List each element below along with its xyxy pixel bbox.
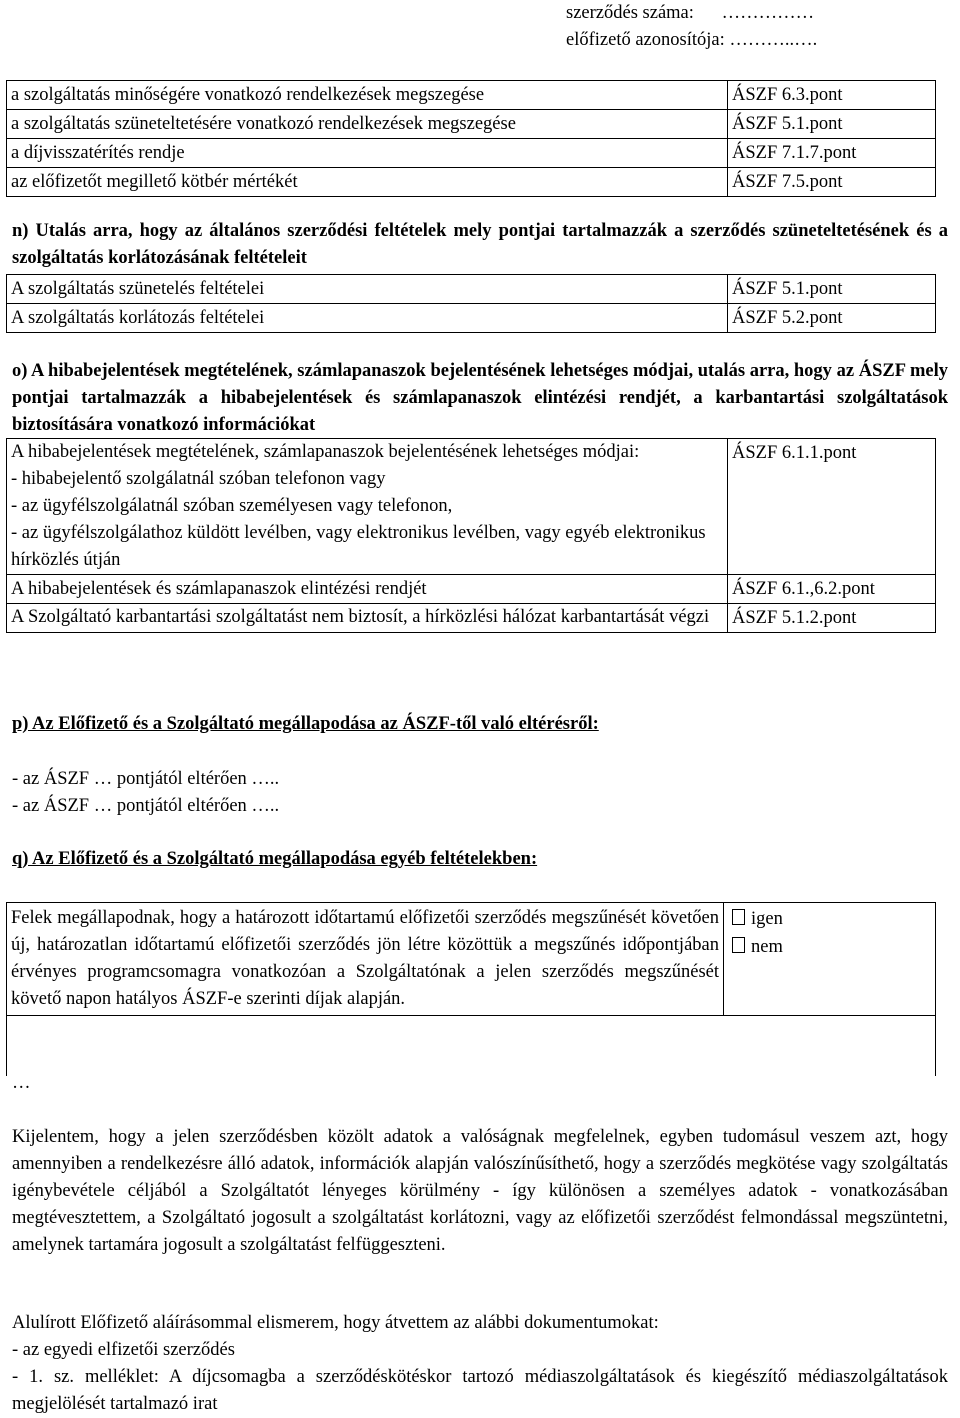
table-cell: A Szolgáltató karbantartási szolgáltatást nem biztosít, a hírközlési hálózat karbantartását végzi [7, 604, 728, 633]
table-row [7, 903, 936, 1016]
table-cell-ref: ÁSZF 6.1.1.pont [728, 439, 936, 575]
table-cell-ref: ÁSZF 6.1.,6.2.pont [728, 575, 936, 604]
table-row [7, 604, 936, 633]
section-q-heading: q) Az Előfizető és a Szolgáltató megállapodása egyéb feltételekben: [12, 849, 538, 869]
table-cell-ref: ÁSZF 6.3.pont [728, 81, 936, 110]
table-cell-ref: ÁSZF 5.1.pont [728, 110, 936, 139]
subscriber-id-label: előfizető azonosítója: [566, 30, 725, 50]
list-item: - az ügyfélszolgálatnál szóban személyesen vagy telefonon, [11, 496, 453, 516]
table-row [7, 168, 936, 197]
option-no[interactable] [732, 933, 931, 961]
subscriber-id-line [566, 27, 817, 54]
list-item: - hibabejelentő szolgálatnál szóban telefonon vagy [11, 469, 386, 489]
option-no-label: nem [751, 937, 783, 957]
section-o-table [6, 438, 936, 633]
table-cell-ref: ÁSZF 7.5.pont [728, 168, 936, 197]
table-row [7, 304, 936, 333]
table-cell-ref: ÁSZF 5.2.pont [728, 304, 936, 333]
table-cell: A hibabejelentések és számlapanaszok elintézési rendjét [7, 575, 728, 604]
declaration-paragraph: Kijelentem, hogy a jelen szerződésben közölt adatok a valóságnak megfelelnek, egyben tudomásul veszem azt, hogy amennyiben a rendelkezésre álló adatok, információk alapján valószínűsíthető, hogy a szerződés megkötése vagy szolgáltatás igénybevétele céljából a Szolgáltatót lényeges körülmény - így különösen a személyes adatok - vonatkozásában megtévesztettem, a Szolgáltató jogosult a szolgáltatást korlátozni, vagy az előfizetői szerződést felmondással megszüntetni, amelynek tartamára jogosult a szolgáltatást felfüggeszteni. [12, 1127, 948, 1255]
table-row [7, 575, 936, 604]
contract-number-line [566, 0, 817, 27]
checkbox-no[interactable] [732, 937, 745, 953]
ellipsis-cell [7, 1016, 936, 1077]
section-q-ellipsis: … [12, 1073, 31, 1093]
table-row [7, 139, 936, 168]
contract-number-label: szerződés száma: [566, 3, 694, 23]
table-cell [7, 439, 728, 575]
table-cell: a díjvisszatérítés rendje [7, 139, 728, 168]
table-cell: az előfizetőt megillető kötbér mértékét [7, 168, 728, 197]
table-row [7, 110, 936, 139]
table-cell: a szolgáltatás szüneteltetésére vonatkozó rendelkezések megszegése [7, 110, 728, 139]
table-row [7, 275, 936, 304]
table-row [7, 81, 936, 110]
options-cell [724, 903, 936, 1016]
list-item: - az ÁSZF … pontjától eltérően ….. [12, 769, 280, 789]
acknowledgement-intro: Alulírott Előfizető aláírásommal elismerem, hogy átvettem az alábbi dokumentumokat: [12, 1313, 659, 1333]
table-cell: Felek megállapodnak, hogy a határozott időtartamú előfizetői szerződés megszűnését követően új, határozatlan időtartamú előfizetői szerződés jön létre közöttük a megszűnés időpontjában érvényes programcsomagra vonatkozóan a Szolgáltatónak a jelen szerződés megszűnését követő napon hatályos ÁSZF-e szerinti díjak alapján. [7, 903, 724, 1016]
list-item: - 1. sz. melléklet: A díjcsomagba a szerződéskötéskor tartozó médiaszolgáltatások és kiegészítő médiaszolgáltatások megjelölését tartalmazó irat [12, 1367, 948, 1414]
table-cell: A szolgáltatás korlátozás feltételei [7, 304, 728, 333]
option-yes[interactable] [732, 905, 931, 933]
table-cell-ref: ÁSZF 5.1.2.pont [728, 604, 936, 633]
option-yes-label: igen [751, 909, 783, 929]
subscriber-id-value: ………..…. [729, 30, 818, 50]
table-cell: a szolgáltatás minőségére vonatkozó rendelkezések megszegése [7, 81, 728, 110]
document-header [566, 0, 817, 54]
section-q-table [6, 902, 936, 1076]
list-item: - az egyedi elfizetői szerződés [12, 1340, 235, 1360]
table-cell-ref: ÁSZF 7.1.7.pont [728, 139, 936, 168]
list-item: - az ügyfélszolgálathoz küldött levélben, vagy elektronikus levélben, vagy egyéb elektronikus hírközlés útján [11, 523, 706, 570]
section-n-table [6, 274, 936, 333]
section-n-heading: n) Utalás arra, hogy az általános szerződési feltételek mely pontjai tartalmazzák a szerződés szüneteltetésének és a szolgáltatás korlátozásának feltételeit [12, 221, 948, 268]
contract-number-value: …………… [721, 3, 815, 23]
breach-reference-table [6, 80, 936, 197]
section-o-heading: o) A hibabejelentések megtételének, számlapanaszok bejelentésének lehetséges módjai, utalás arra, hogy az ÁSZF mely pontjai tartalmazzák a hibabejelentések és számlapanaszok elintézési rendjét, a karbantartási szolgáltatások biztosítására vonatkozó információkat [12, 361, 948, 435]
checkbox-yes[interactable] [732, 909, 745, 925]
table-cell-ref: ÁSZF 5.1.pont [728, 275, 936, 304]
table-cell: A szolgáltatás szünetelés feltételei [7, 275, 728, 304]
section-p-heading: p) Az Előfizető és a Szolgáltató megállapodása az ÁSZF-től való eltérésről: [12, 714, 599, 734]
acknowledgement-block [12, 1310, 948, 1418]
section-p-lines [12, 766, 279, 820]
table-row [7, 1016, 936, 1077]
complaint-methods-text: A hibabejelentések megtételének, számlapanaszok bejelentésének lehetséges módjai: [11, 442, 640, 462]
table-row [7, 439, 936, 575]
list-item: - az ÁSZF … pontjától eltérően ….. [12, 796, 280, 816]
